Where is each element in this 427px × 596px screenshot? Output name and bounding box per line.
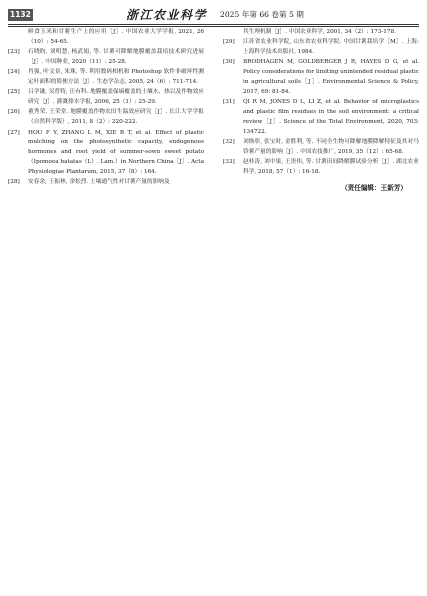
page-header	[8, 6, 419, 24]
reference-item	[223, 158, 419, 178]
reference-item	[8, 68, 204, 88]
reference-number: [29]	[223, 39, 235, 46]
reference-item	[8, 88, 204, 108]
reference-text: 董秀荣, 王荣堂. 地膜覆盖作物农田生温效应研究［J］. 长江大学学报（自然科学版）, 2011, 8（2）: 220-222.	[28, 109, 204, 126]
reference-number: [25]	[8, 89, 20, 96]
reference-number: [33]	[223, 159, 235, 166]
editor-note: （责任编辑：王新芳）	[341, 184, 407, 193]
reference-text: QI R M, JONES D L, LI Z, et al. Behavior of microplastics and plastic film residues in the soil environment: a critical review［J］. Science of the Total Environment, 2020, 703: 134722.	[243, 99, 419, 135]
reference-item	[8, 108, 204, 128]
reference-text: HOU F Y, ZHANG L M, XIE B T, et al. Effect of plastic mulching on the photosynthetic capacity, endogenous hormones and root yield of summer-sown sweet potato（Ipomoea batatas（L）. Lam.）in Northern China［J］. Acta Physiologiae Plantarum, 2015, 37（8）: 164.	[28, 129, 204, 176]
reference-text: 吕学谦, 吴普特, 汪有科. 地膜覆盖保墒覆盖的土壤水、热以及作物效应研究［J］. 灌溉排水学报, 2006, 25（1）: 25-29.	[28, 89, 204, 106]
reference-number: [31]	[223, 99, 235, 106]
reference-item	[223, 98, 419, 138]
reference-text: 其生理机制［J］. 中国农业科学, 2001, 34（2）: 173-178.	[243, 29, 396, 35]
journal-name: 浙江农业科学	[126, 8, 208, 22]
reference-number: [28]	[8, 179, 20, 186]
reference-text: 安春余, 王振林, 余松烈. 土壤通气性对甘薯产量的影响及	[28, 179, 170, 186]
reference-item	[8, 48, 204, 68]
reference-number: [24]	[8, 69, 20, 76]
reference-text: 鲜食玉米和甘薯生产上的应用［J］. 中国农业大学学报, 2021, 26（10）: 54-65.	[28, 29, 204, 45]
reference-item	[223, 138, 419, 158]
header-rule	[8, 24, 419, 25]
reference-number: [23]	[8, 49, 20, 56]
reference-item	[223, 38, 419, 58]
reference-number: [27]	[8, 129, 20, 136]
reference-column-right	[223, 28, 419, 192]
reference-text: 江苏省农业科学院, 山东省农业科学院. 中国甘薯栽培学［M］. 上海: 上海科学技术出版社, 1984.	[243, 39, 419, 56]
reference-item	[8, 28, 204, 48]
reference-item	[223, 28, 419, 38]
page-number: 1132	[10, 10, 31, 19]
reference-column-left	[8, 28, 204, 189]
issue-info: 2025 年第 66 卷第 5 期	[220, 10, 304, 19]
reference-text: 刘焕彰, 张宝时, 金胜利, 等. 不同全生物可降解地膜降解特征及其对马铃薯产量的影响［J］. 中国农技推广, 2019, 35（12）: 65-68.	[243, 139, 419, 156]
reference-text: BRODHAGEN M, GOLDBERGER J R, HAYES D G, et al. Policy considerations for limiting unintended residual plastic in agricultural soils［J］. Environmental Science & Policy, 2017, 69: 81-84.	[243, 59, 419, 96]
reference-number: [32]	[223, 139, 235, 146]
reference-text: 石晓昀, 刘明慧, 杨武娟, 等. 甘薯可降解地膜覆盖栽培技术研究进展［J］. 中国种业, 2020（11）: 25-28.	[28, 49, 204, 66]
reference-number: [26]	[8, 109, 20, 116]
reference-text: 肖强, 叶文景, 朱珠, 等. 利用数码相机和 Photoshop 软件非破坏性测定叶面积的简便方法［J］. 生态学杂志, 2005, 24（6）: 711-714.	[28, 69, 204, 86]
reference-text: 赵桂涛, 刘中果, 王贵伟, 等. 甘薯田间降解膜试验分析［J］. 湖北农业科学, 2018, 57（1）: 16-18.	[243, 159, 419, 176]
header-rule	[8, 26, 419, 27]
reference-item	[8, 129, 204, 179]
reference-number: [30]	[223, 59, 235, 66]
reference-item	[223, 58, 419, 98]
reference-item	[8, 178, 204, 188]
